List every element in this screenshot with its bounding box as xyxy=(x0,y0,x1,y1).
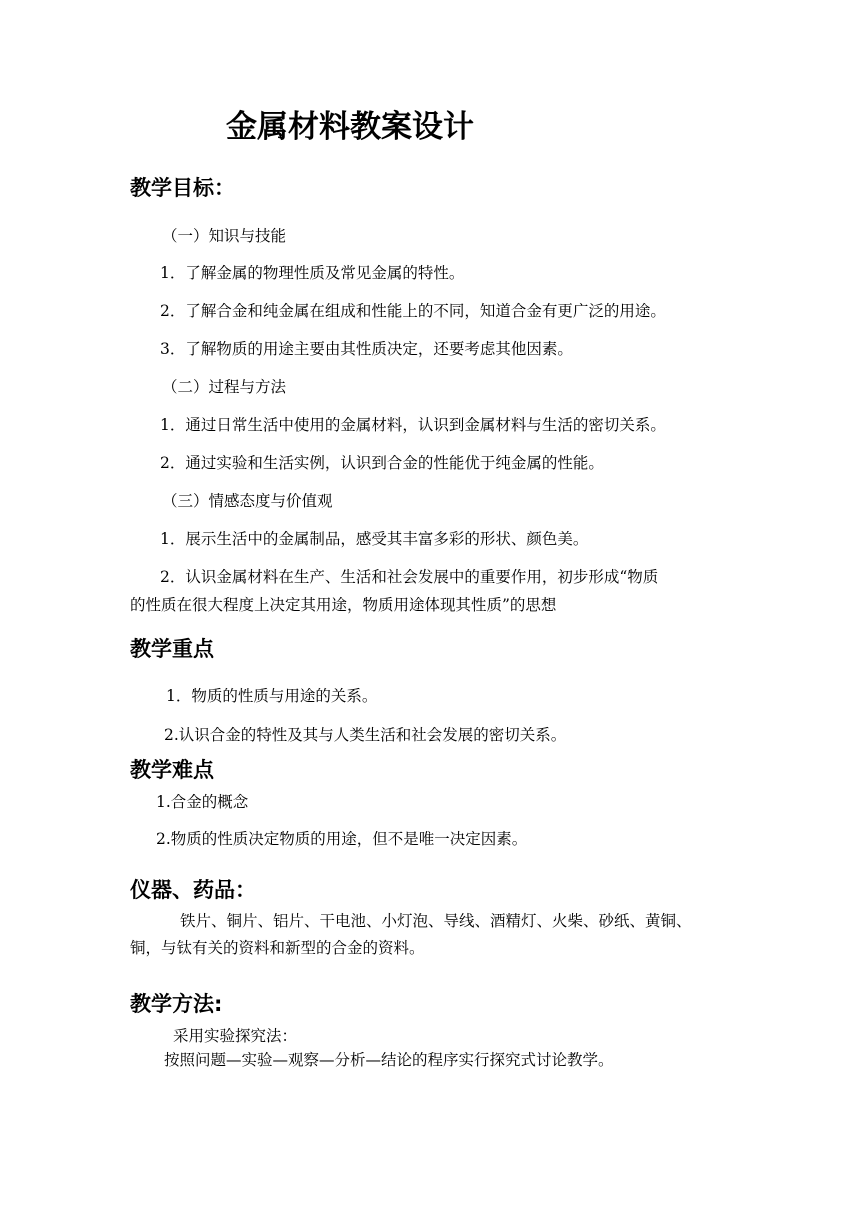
materials-line-1: 铁片、铜片、铝片、干电池、小灯泡、导线、酒精灯、火柴、砂纸、黄铜、 xyxy=(180,912,692,930)
knowledge-item-2: 2．了解合金和纯金属在组成和性能上的不同，知道合金有更广泛的用途。 xyxy=(160,302,666,320)
document-title: 金属材料教案设计 xyxy=(226,109,474,145)
knowledge-item-1: 1．了解金属的物理性质及常见金属的特性。 xyxy=(160,264,465,282)
process-label: （二）过程与方法 xyxy=(162,378,287,396)
key-points-heading: 教学重点 xyxy=(130,637,214,661)
methods-line-2: 按照问题—实验—观察—分析—结论的程序实行探究式讨论教学。 xyxy=(164,1051,614,1069)
emotion-item-2-line-1: 2．认识金属材料在生产、生活和社会发展中的重要作用，初步形成“物质 xyxy=(160,568,659,586)
key-point-1: 1．物质的性质与用途的关系。 xyxy=(166,687,378,705)
knowledge-label: （一）知识与技能 xyxy=(162,227,287,245)
objectives-heading: 教学目标： xyxy=(130,176,235,200)
materials-heading: 仪器、药品： xyxy=(130,878,256,902)
methods-heading: 教学方法: xyxy=(130,992,223,1016)
knowledge-item-3: 3．了解物质的用途主要由其性质决定，还要考虑其他因素。 xyxy=(160,340,573,358)
methods-line-1: 采用实验探究法： xyxy=(173,1027,298,1045)
emotion-item-2-line-2: 的性质在很大程度上决定其用途，物质用途体现其性质”的思想 xyxy=(130,596,557,614)
emotion-item-1: 1．展示生活中的金属制品，感受其丰富多彩的形状、颜色美。 xyxy=(160,530,589,548)
materials-line-2: 铜，与钛有关的资料和新型的合金的资料。 xyxy=(130,939,425,957)
difficulties-heading: 教学难点 xyxy=(130,758,214,782)
process-item-2: 2．通过实验和生活实例，认识到合金的性能优于纯金属的性能。 xyxy=(160,454,604,472)
difficulty-1: 1.合金的概念 xyxy=(156,793,249,811)
key-point-2: 2.认识合金的特性及其与人类生活和社会发展的密切关系。 xyxy=(164,726,567,744)
process-item-1: 1．通过日常生活中使用的金属材料，认识到金属材料与生活的密切关系。 xyxy=(160,416,666,434)
emotion-label: （三）情感态度与价值观 xyxy=(162,492,333,510)
difficulty-2: 2.物质的性质决定物质的用途，但不是唯一决定因素。 xyxy=(156,830,528,848)
